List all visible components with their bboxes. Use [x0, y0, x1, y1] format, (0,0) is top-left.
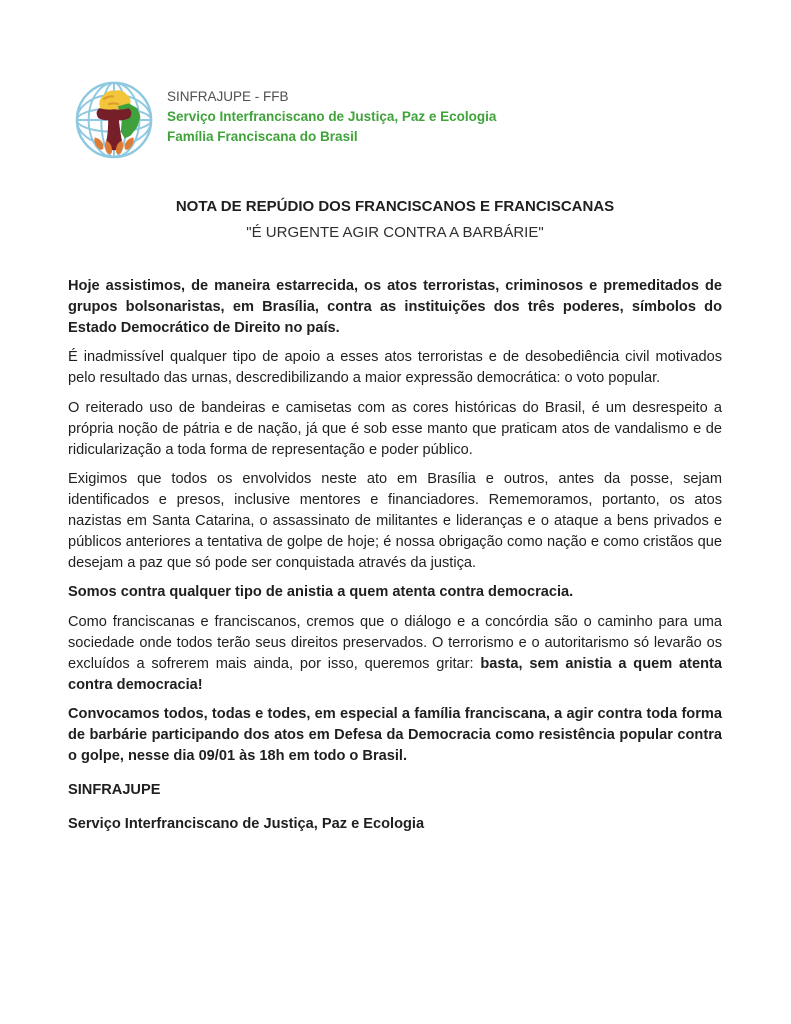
paragraph: [68, 612, 722, 695]
paragraph-text: É inadmissível qualquer tipo de apoio a esses atos terroristas e de desobediência civil motivados pelo resultado das urnas, descredibilizando a maior expressão democrática: o voto popular.: [68, 349, 722, 387]
document-subtitle: "É URGENTE AGIR CONTRA A BARBÁRIE": [246, 224, 544, 241]
org-logo: [73, 78, 155, 160]
document-body: [68, 276, 722, 767]
org-acronym: SINFRAJUPE - FFB: [167, 89, 289, 104]
paragraph: [68, 398, 722, 460]
letterhead-text: [167, 78, 496, 147]
paragraph: [68, 704, 722, 766]
org-name-line2: Família Franciscana do Brasil: [167, 129, 358, 144]
signature-org: Serviço Interfranciscano de Justiça, Paz e Ecologia: [68, 815, 425, 832]
document-title: NOTA DE REPÚDIO DOS FRANCISCANOS E FRANCISCANAS: [175, 198, 615, 215]
paragraph-text: O reiterado uso de bandeiras e camisetas com as cores históricas do Brasil, é um desrespeito a própria noção de pátria e de nação, já que é sob esse manto que praticam atos de vandalismo e de ridicularização a toda forma de representação e poder público.: [68, 399, 722, 458]
signature-acronym: SINFRAJUPE: [68, 781, 161, 798]
paragraph-text: Hoje assistimos, de maneira estarrecida, os atos terroristas, criminosos e premeditados de grupos bolsonaristas, em Brasília, contra as instituições dos três poderes, símbolos do Estado Democrático de Direito no país.: [68, 278, 722, 336]
signature-block: [68, 783, 722, 832]
paragraph-text: Como franciscanas e franciscanos, cremos que o diálogo e a concórdia são o caminho para uma sociedade onde todos terão seus direitos preservados. O terrorismo e o autoritarismo só levarão os excluídos a sofrerem mais ainda, por isso, queremos gritar:: [68, 614, 722, 672]
paragraph: [68, 347, 722, 389]
paragraph: [68, 582, 722, 603]
globe-tau-cross-icon: [73, 78, 155, 160]
paragraph: [68, 469, 722, 573]
paragraph-text: basta, sem anistia a quem atenta contra democracia!: [68, 655, 722, 693]
paragraph-text: Convocamos todos, todas e todes, em especial a família franciscana, a agir contra toda forma de barbárie participando dos atos em Defesa da Democracia como resistência popular contra o golpe, nesse dia 09/01 às 18h em todo o Brasil.: [68, 706, 722, 764]
org-name-line1: Serviço Interfranciscano de Justiça, Paz e Ecologia: [167, 109, 497, 124]
paragraph: [68, 276, 722, 338]
letterhead: [68, 78, 722, 160]
paragraph-text: Exigimos que todos os envolvidos neste ato em Brasília e outros, antes da posse, sejam identificados e presos, inclusive mentores e financiadores. Rememoramos, portanto, os atos nazistas em Santa Catarina, o assassinato de militantes e lideranças e o ataque a bens privados e públicos anteriores a tentativa de golpe de hoje; é nossa obrigação como nação e como cristãos que desejam a paz que só pode ser conquistada através da justiça.: [68, 471, 722, 571]
paragraph-text: Somos contra qualquer tipo de anistia a quem atenta contra democracia.: [68, 584, 574, 601]
